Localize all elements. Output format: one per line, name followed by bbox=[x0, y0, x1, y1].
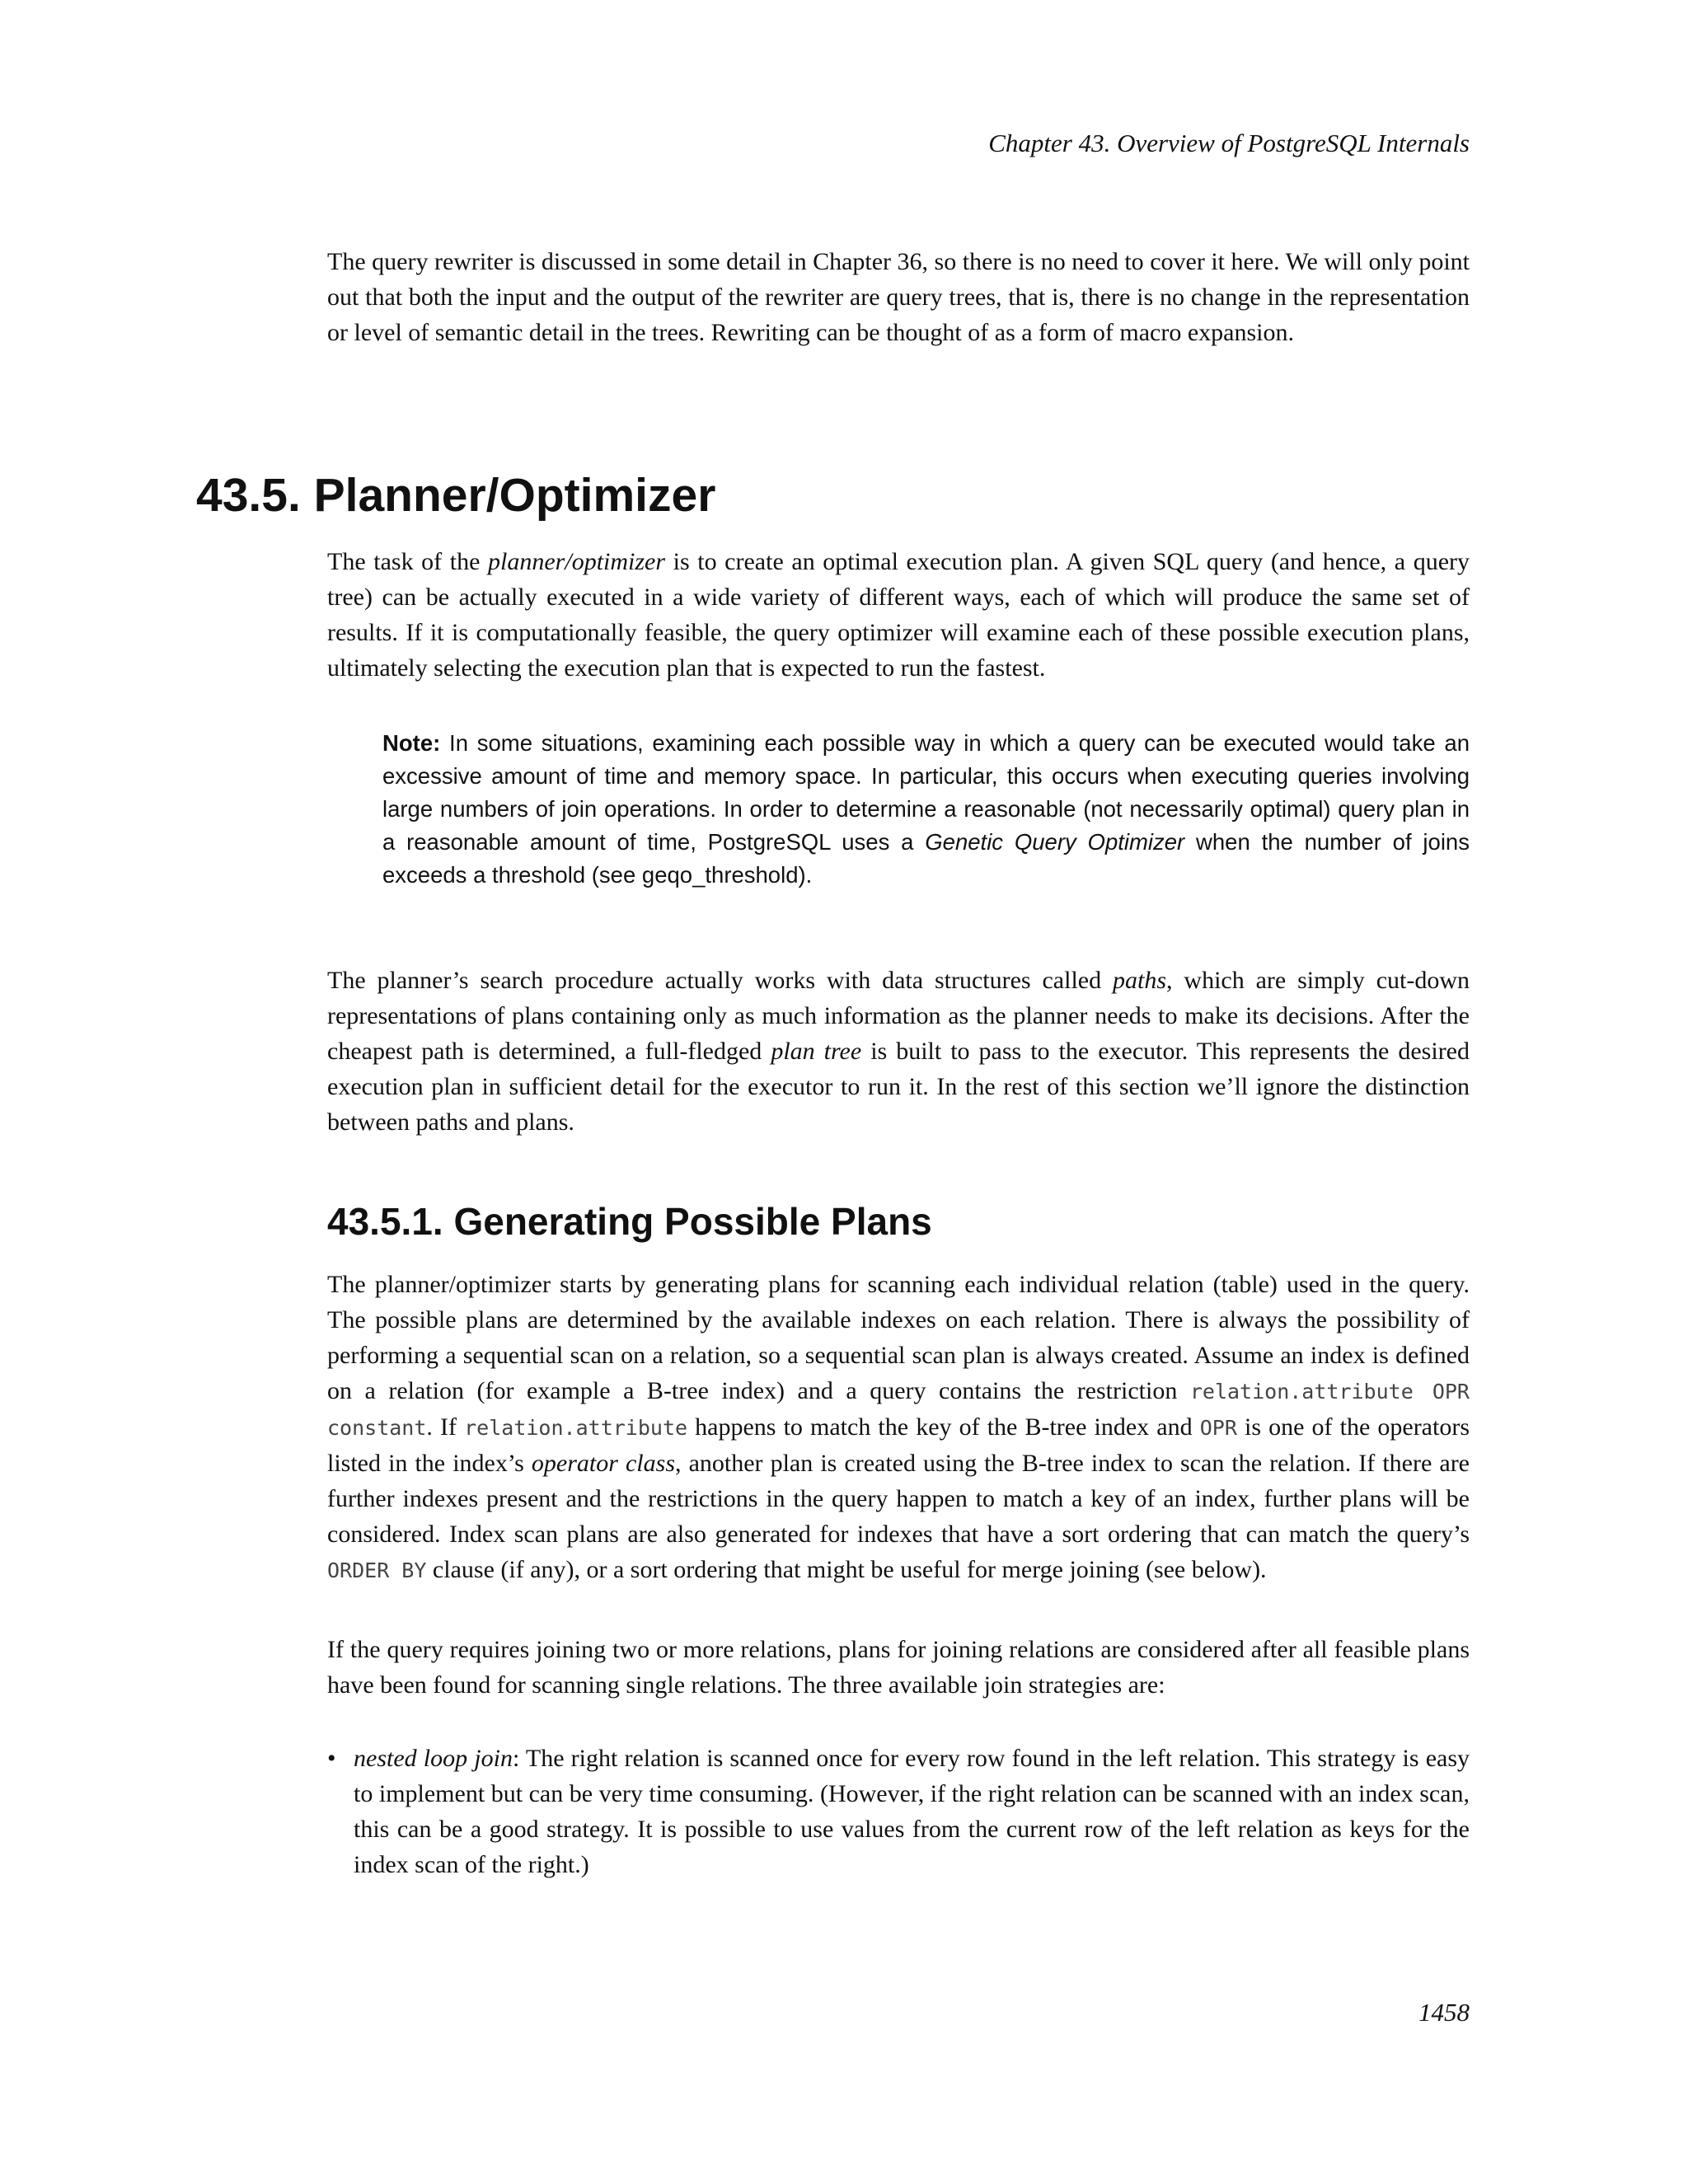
intro-text: The query rewriter is discussed in some detail in Chapter 36, so there is no need to cover it here. We will only point out that both the input and the output of the rewriter are query trees, that is, there is no change in the representation or level of semantic detail in the trees. Rewriting can be thought of as a form of macro expansion. bbox=[327, 248, 1470, 346]
section-heading: 43.5. Planner/Optimizer bbox=[196, 469, 716, 522]
intro-paragraph bbox=[327, 244, 1470, 350]
section-paragraph-2-text: The planner’s search procedure actually works with data structures called paths, which are simply cut-down representations of plans containing only as much information as the planner needs to make its decisions. After the cheapest path is determined, a full-fledged plan tree is built to pass to the executor. This represents the desired execution plan in sufficient detail for the executor to run it. In the rest of this section we’ll ignore the distinction between paths and plans. bbox=[327, 967, 1470, 1136]
subsection-paragraph-2-text: If the query requires joining two or more relations, plans for joining relations are considered after all feasible plans have been found for scanning single relations. The three available join strategies are: bbox=[327, 1636, 1470, 1699]
section-paragraph-1 bbox=[327, 544, 1470, 686]
list-item-text: nested loop join: The right relation is scanned once for every row found in the left relation. This strategy is easy to implement but can be very time consuming. (However, if the right relation can be scanned with an index scan, this can be a good strategy. It is possible to use values from the current row of the left relation as keys for the index scan of the right.) bbox=[354, 1745, 1470, 1878]
list-item bbox=[327, 1741, 1470, 1882]
bullet-icon: • bbox=[327, 1745, 336, 1772]
restriction-code: relation.attribute OPR constant bbox=[327, 1380, 1470, 1440]
subsection-paragraph-1-text: The planner/optimizer starts by generating plans for scanning each individual relation (table) used in the query. The possible plans are determined by the available indexes on each relation. There is always the possibility of performing a sequential scan on a relation, so a sequential scan plan is always created. Assume an index is defined on a relation (for example a B-tree index) and a query contains the restriction relation.attribute OPR constant. If relation.attribute happens to match the key of the B-tree index and OPR is one of the operators listed in the index’s operator class, another plan is created using the B-tree index to scan the relation. If there are further indexes present and the restrictions in the query happen to match a key of an index, further plans will be considered. Index scan plans are also generated for indexes that have a sort ordering that can match the query’s ORDER BY clause (if any), or a sort ordering that might be useful for merge joining (see below). bbox=[327, 1271, 1470, 1583]
page-number: 1458 bbox=[1418, 1998, 1470, 2027]
running-header: Chapter 43. Overview of PostgreSQL Internals bbox=[988, 129, 1470, 157]
genetic-query-optimizer-term: Genetic Query Optimizer bbox=[925, 829, 1185, 855]
note-label: Note: bbox=[382, 730, 441, 756]
relation-attribute-code: relation.attribute bbox=[464, 1416, 688, 1440]
planner-optimizer-term: planner/optimizer bbox=[488, 548, 666, 575]
section-paragraph-1-text: The task of the planner/optimizer is to create an optimal execution plan. A given SQL query (and hence, a query tree) can be actually executed in a wide variety of different ways, each of which will produce the same set of results. If it is computationally feasible, the query optimizer will examine each of these possible execution plans, ultimately selecting the execution plan that is expected to run the fastest. bbox=[327, 548, 1470, 682]
opr-code: OPR bbox=[1199, 1416, 1237, 1440]
order-by-code: ORDER BY bbox=[327, 1558, 427, 1582]
note-box: Note: In some situations, examining each possible way in which a query can be executed would take an excessive amount of time and memory space. In particular, this occurs when executing queries involving large numbers of join operations. In order to determine a reasonable (not necessarily optimal) query plan in a reasonable amount of time, PostgreSQL uses a Genetic Query Optimizer when the number of joins exceeds a threshold (see geqo_threshold). bbox=[382, 730, 1470, 888]
subsection-paragraph-2 bbox=[327, 1632, 1470, 1703]
plan-tree-term: plan tree bbox=[771, 1038, 862, 1065]
nested-loop-join-term: nested loop join bbox=[354, 1745, 513, 1772]
subsection-paragraph-1 bbox=[327, 1267, 1470, 1588]
operator-class-term: operator class bbox=[531, 1450, 675, 1477]
paths-term: paths bbox=[1113, 967, 1167, 994]
subsection-heading: 43.5.1. Generating Possible Plans bbox=[327, 1200, 932, 1243]
section-paragraph-2 bbox=[327, 963, 1470, 1140]
